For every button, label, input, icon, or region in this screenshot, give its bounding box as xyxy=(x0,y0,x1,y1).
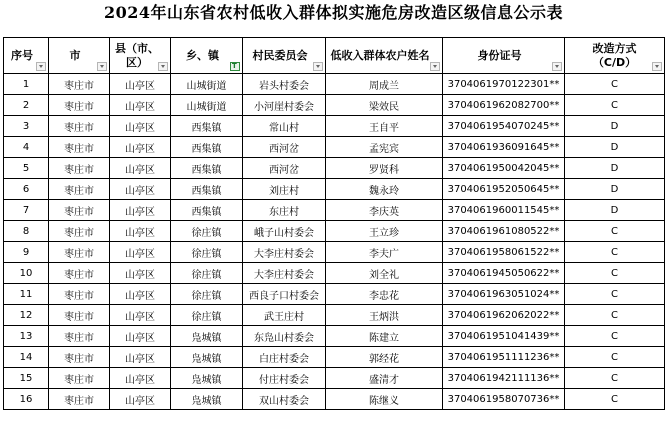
cell-seq[interactable]: 13 xyxy=(4,326,49,347)
cell-id-number[interactable]: 3704061950042045** xyxy=(443,158,565,179)
table-row[interactable] xyxy=(4,242,665,263)
cell-town[interactable]: 西集镇 xyxy=(171,116,243,137)
cell-seq[interactable]: 10 xyxy=(4,263,49,284)
cell-city[interactable]: 枣庄市 xyxy=(49,326,110,347)
cell-county[interactable]: 山亭区 xyxy=(110,326,171,347)
cell-name[interactable]: 周成兰 xyxy=(326,74,443,95)
filter-dropdown-icon[interactable] xyxy=(552,62,562,71)
cell-town[interactable]: 西集镇 xyxy=(171,179,243,200)
cell-id-number[interactable]: 3704061952050645** xyxy=(443,179,565,200)
cell-seq[interactable]: 2 xyxy=(4,95,49,116)
filter-active-icon[interactable] xyxy=(230,62,240,71)
cell-city[interactable]: 枣庄市 xyxy=(49,263,110,284)
table-row[interactable] xyxy=(4,263,665,284)
cell-method[interactable]: C xyxy=(565,347,665,368)
cell-county[interactable]: 山亭区 xyxy=(110,74,171,95)
filter-dropdown-icon[interactable] xyxy=(36,62,46,71)
cell-method[interactable]: D xyxy=(565,116,665,137)
cell-county[interactable]: 山亭区 xyxy=(110,179,171,200)
cell-name[interactable]: 孟宪宾 xyxy=(326,137,443,158)
cell-village[interactable]: 峨子山村委会 xyxy=(243,221,326,242)
table-row[interactable] xyxy=(4,116,665,137)
cell-name[interactable]: 罗贤科 xyxy=(326,158,443,179)
cell-county[interactable]: 山亭区 xyxy=(110,221,171,242)
table-row[interactable] xyxy=(4,74,665,95)
cell-method[interactable]: C xyxy=(565,74,665,95)
cell-village[interactable]: 西河岔 xyxy=(243,137,326,158)
cell-town[interactable]: 西集镇 xyxy=(171,158,243,179)
cell-town[interactable]: 山城街道 xyxy=(171,95,243,116)
table-row[interactable] xyxy=(4,158,665,179)
table-row[interactable] xyxy=(4,95,665,116)
cell-town[interactable]: 西集镇 xyxy=(171,200,243,221)
cell-city[interactable]: 枣庄市 xyxy=(49,200,110,221)
cell-county[interactable]: 山亭区 xyxy=(110,137,171,158)
cell-city[interactable]: 枣庄市 xyxy=(49,242,110,263)
cell-village[interactable]: 双山村委会 xyxy=(243,389,326,410)
cell-town[interactable]: 徐庄镇 xyxy=(171,263,243,284)
cell-county[interactable]: 山亭区 xyxy=(110,305,171,326)
cell-town[interactable]: 徐庄镇 xyxy=(171,221,243,242)
table-row[interactable] xyxy=(4,389,665,410)
cell-id-number[interactable]: 3704061963051024** xyxy=(443,284,565,305)
cell-id-number[interactable]: 3704061970122301** xyxy=(443,74,565,95)
header-village: 村民委员会 xyxy=(243,38,326,74)
cell-seq[interactable]: 12 xyxy=(4,305,49,326)
cell-name[interactable]: 盛清才 xyxy=(326,368,443,389)
header-county: 县（市、区） xyxy=(110,38,171,74)
cell-name[interactable]: 陈继义 xyxy=(326,389,443,410)
cell-town[interactable]: 凫城镇 xyxy=(171,347,243,368)
table-row[interactable] xyxy=(4,305,665,326)
cell-town[interactable]: 凫城镇 xyxy=(171,389,243,410)
cell-village[interactable]: 武王庄村 xyxy=(243,305,326,326)
cell-town[interactable]: 山城街道 xyxy=(171,74,243,95)
cell-city[interactable]: 枣庄市 xyxy=(49,137,110,158)
table-row[interactable] xyxy=(4,221,665,242)
cell-village[interactable]: 东凫山村委会 xyxy=(243,326,326,347)
cell-village[interactable]: 大李庄村委会 xyxy=(243,242,326,263)
cell-name[interactable]: 王立珍 xyxy=(326,221,443,242)
table-row[interactable] xyxy=(4,137,665,158)
cell-method[interactable]: C xyxy=(565,389,665,410)
cell-county[interactable]: 山亭区 xyxy=(110,116,171,137)
cell-seq[interactable]: 8 xyxy=(4,221,49,242)
cell-method[interactable]: C xyxy=(565,242,665,263)
cell-seq[interactable]: 9 xyxy=(4,242,49,263)
cell-name[interactable]: 李忠花 xyxy=(326,284,443,305)
cell-name[interactable]: 郭经花 xyxy=(326,347,443,368)
cell-id-number[interactable]: 3704061954070245** xyxy=(443,116,565,137)
cell-county[interactable]: 山亭区 xyxy=(110,158,171,179)
cell-seq[interactable]: 16 xyxy=(4,389,49,410)
cell-city[interactable]: 枣庄市 xyxy=(49,284,110,305)
header-method: 改造方式（C/D） xyxy=(565,38,665,74)
cell-name[interactable]: 王炳洪 xyxy=(326,305,443,326)
cell-city[interactable]: 枣庄市 xyxy=(49,221,110,242)
cell-city[interactable]: 枣庄市 xyxy=(49,368,110,389)
cell-name[interactable]: 梁效民 xyxy=(326,95,443,116)
cell-method[interactable]: D xyxy=(565,179,665,200)
housing-table xyxy=(3,37,665,410)
cell-city[interactable]: 枣庄市 xyxy=(49,389,110,410)
cell-city[interactable]: 枣庄市 xyxy=(49,305,110,326)
cell-id-number[interactable]: 3704061961080522** xyxy=(443,221,565,242)
header-id: 身份证号 xyxy=(443,38,565,74)
cell-method[interactable]: D xyxy=(565,200,665,221)
filter-dropdown-icon[interactable] xyxy=(97,62,107,71)
cell-method[interactable]: D xyxy=(565,137,665,158)
cell-seq[interactable]: 1 xyxy=(4,74,49,95)
cell-county[interactable]: 山亭区 xyxy=(110,284,171,305)
cell-county[interactable]: 山亭区 xyxy=(110,389,171,410)
table-row[interactable] xyxy=(4,368,665,389)
cell-city[interactable]: 枣庄市 xyxy=(49,347,110,368)
cell-method[interactable]: C xyxy=(565,368,665,389)
cell-id-number[interactable]: 3704061951111236** xyxy=(443,347,565,368)
cell-village[interactable]: 岩头村委会 xyxy=(243,74,326,95)
cell-name[interactable]: 陈建立 xyxy=(326,326,443,347)
cell-county[interactable]: 山亭区 xyxy=(110,95,171,116)
cell-seq[interactable]: 15 xyxy=(4,368,49,389)
cell-village[interactable]: 付庄村委会 xyxy=(243,368,326,389)
header-row xyxy=(4,38,665,74)
cell-village[interactable]: 常山村 xyxy=(243,116,326,137)
page-title: 2024年山东省农村低收入群体拟实施危房改造区级信息公示表 xyxy=(103,3,564,22)
cell-name[interactable]: 王自平 xyxy=(326,116,443,137)
cell-town[interactable]: 徐庄镇 xyxy=(171,242,243,263)
cell-seq[interactable]: 11 xyxy=(4,284,49,305)
cell-method[interactable]: C xyxy=(565,326,665,347)
cell-village[interactable]: 小河崖村委会 xyxy=(243,95,326,116)
cell-county[interactable]: 山亭区 xyxy=(110,368,171,389)
cell-method[interactable]: C xyxy=(565,305,665,326)
cell-county[interactable]: 山亭区 xyxy=(110,242,171,263)
cell-method[interactable]: C xyxy=(565,263,665,284)
cell-name[interactable]: 李夫广 xyxy=(326,242,443,263)
cell-town[interactable]: 徐庄镇 xyxy=(171,305,243,326)
table-row[interactable] xyxy=(4,200,665,221)
cell-town[interactable]: 凫城镇 xyxy=(171,368,243,389)
filter-dropdown-icon[interactable] xyxy=(430,62,440,71)
cell-method[interactable]: C xyxy=(565,95,665,116)
cell-method[interactable]: C xyxy=(565,284,665,305)
cell-town[interactable]: 西集镇 xyxy=(171,137,243,158)
table-row[interactable] xyxy=(4,179,665,200)
cell-name[interactable]: 魏永玲 xyxy=(326,179,443,200)
cell-village[interactable]: 大李庄村委会 xyxy=(243,263,326,284)
cell-name[interactable]: 刘全礼 xyxy=(326,263,443,284)
cell-county[interactable]: 山亭区 xyxy=(110,200,171,221)
cell-town[interactable]: 凫城镇 xyxy=(171,326,243,347)
filter-dropdown-icon[interactable] xyxy=(158,62,168,71)
cell-id-number[interactable]: 3704061958070736** xyxy=(443,389,565,410)
cell-village[interactable]: 刘庄村 xyxy=(243,179,326,200)
header-seq: 序号 xyxy=(4,38,49,74)
cell-village[interactable]: 东庄村 xyxy=(243,200,326,221)
header-name: 低收入群体农户姓名 xyxy=(326,38,443,74)
header-city: 市 xyxy=(49,38,110,74)
cell-method[interactable]: C xyxy=(565,221,665,242)
cell-county[interactable]: 山亭区 xyxy=(110,263,171,284)
table-row[interactable] xyxy=(4,284,665,305)
cell-city[interactable]: 枣庄市 xyxy=(49,74,110,95)
table-row[interactable] xyxy=(4,326,665,347)
cell-method[interactable]: D xyxy=(565,158,665,179)
table-body xyxy=(4,74,665,410)
cell-id-number[interactable]: 3704061951041439** xyxy=(443,326,565,347)
cell-seq[interactable]: 3 xyxy=(4,116,49,137)
cell-id-number[interactable]: 3704061958061522** xyxy=(443,242,565,263)
cell-city[interactable]: 枣庄市 xyxy=(49,95,110,116)
cell-county[interactable]: 山亭区 xyxy=(110,347,171,368)
cell-seq[interactable]: 6 xyxy=(4,179,49,200)
cell-village[interactable]: 白庄村委会 xyxy=(243,347,326,368)
cell-seq[interactable]: 14 xyxy=(4,347,49,368)
cell-name[interactable]: 李庆英 xyxy=(326,200,443,221)
cell-seq[interactable]: 4 xyxy=(4,137,49,158)
cell-seq[interactable]: 5 xyxy=(4,158,49,179)
cell-id-number[interactable]: 3704061962062022** xyxy=(443,305,565,326)
cell-id-number[interactable]: 3704061960011545** xyxy=(443,200,565,221)
cell-city[interactable]: 枣庄市 xyxy=(49,116,110,137)
cell-seq[interactable]: 7 xyxy=(4,200,49,221)
cell-city[interactable]: 枣庄市 xyxy=(49,179,110,200)
cell-id-number[interactable]: 3704061942111136** xyxy=(443,368,565,389)
cell-city[interactable]: 枣庄市 xyxy=(49,158,110,179)
cell-village[interactable]: 西良子口村委会 xyxy=(243,284,326,305)
cell-town[interactable]: 徐庄镇 xyxy=(171,284,243,305)
cell-id-number[interactable]: 3704061962082700** xyxy=(443,95,565,116)
filter-dropdown-icon[interactable] xyxy=(313,62,323,71)
table-row[interactable] xyxy=(4,347,665,368)
cell-id-number[interactable]: 3704061936091645** xyxy=(443,137,565,158)
filter-dropdown-icon[interactable] xyxy=(652,62,662,71)
cell-village[interactable]: 西河岔 xyxy=(243,158,326,179)
cell-id-number[interactable]: 3704061945050622** xyxy=(443,263,565,284)
header-town: 乡、镇 T xyxy=(171,38,243,74)
